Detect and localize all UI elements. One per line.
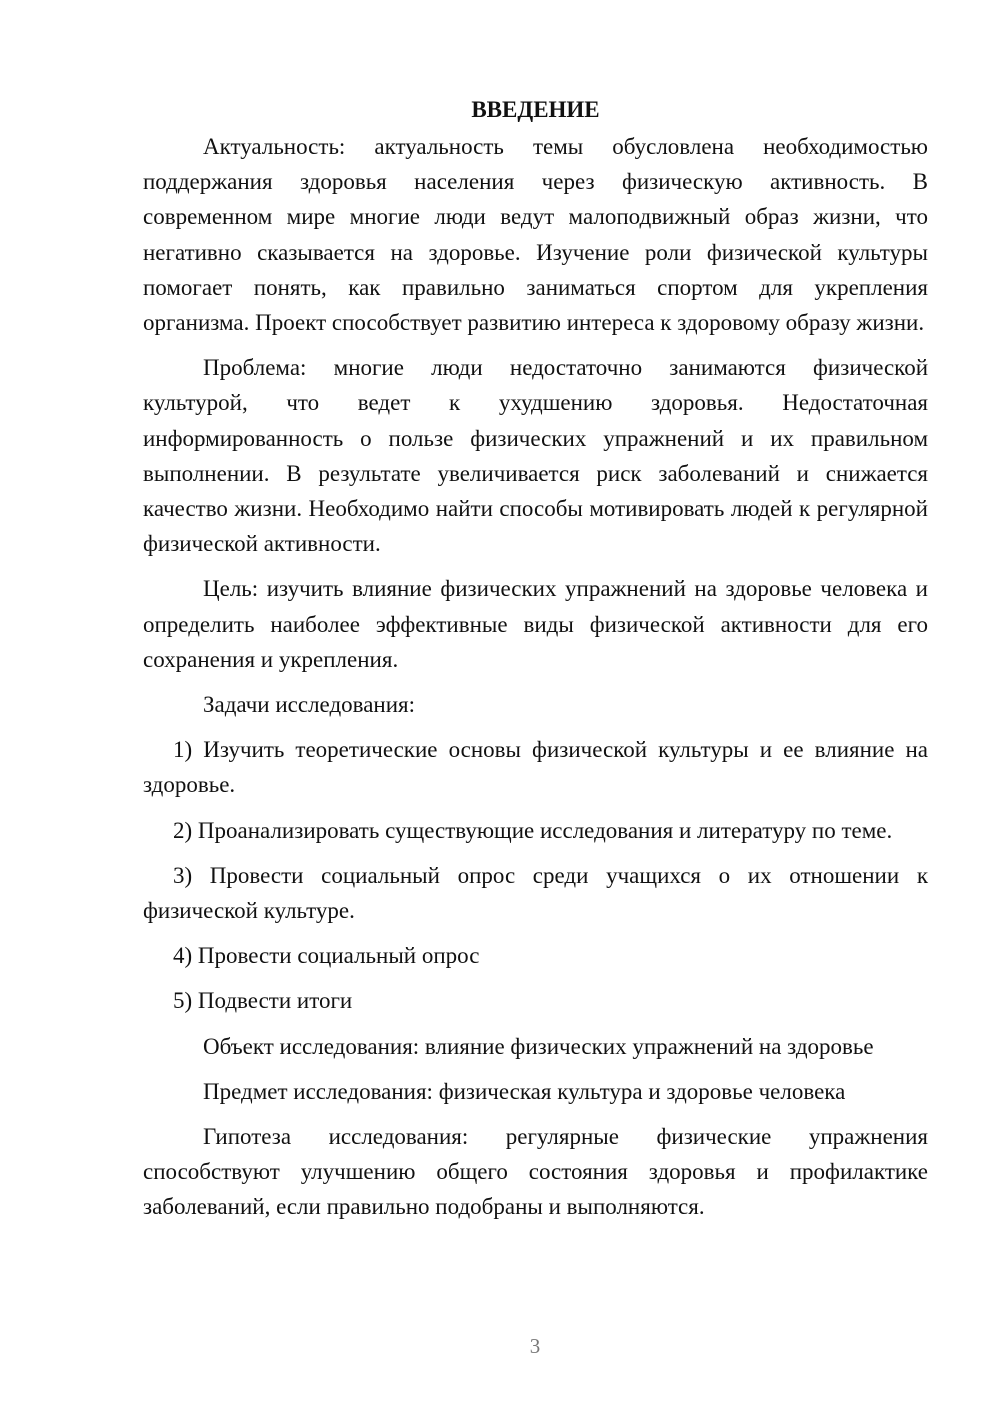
problem-paragraph: Проблема: многие люди недостаточно занимаются физической культурой, что ведет к ухудшению здоровья. Недостаточная информированность о пользе физических упражнений и их правильном выполнении. В результате увеличивается риск заболеваний и снижается качество жизни. Необходимо найти способы мотивировать людей к регулярной физической активности. xyxy=(143,355,928,557)
tasks-heading: Задачи исследования: xyxy=(203,692,416,718)
research-hypothesis: Гипотеза исследования: регулярные физические упражнения способствуют улучшению общего состояния здоровья и профилактике заболеваний, если правильно подобраны и выполняются. xyxy=(143,1124,928,1220)
goal-paragraph: Цель: изучить влияние физических упражнений на здоровье человека и определить наиболее эффективные виды физической активности для его сохранения и укрепления. xyxy=(143,576,928,672)
document-body xyxy=(143,92,928,1225)
page-number: 3 xyxy=(529,1334,541,1358)
task-item: 4) Провести социальный опрос xyxy=(173,943,480,969)
research-object: Объект исследования: влияние физических упражнений на здоровье xyxy=(203,1033,874,1059)
task-item: 3) Провести социальный опрос среди учащихся о их отношении к физической культуре. xyxy=(143,862,928,924)
section-title: ВВЕДЕНИЕ xyxy=(471,97,600,122)
research-subject: Предмет исследования: физическая культура и здоровье человека xyxy=(203,1078,846,1104)
task-item: 5) Подвести итоги xyxy=(173,988,353,1014)
relevance-paragraph: Актуальность: актуальность темы обусловлена необходимостью поддержания здоровья населения через физическую активность. В современном мире многие люди ведут малоподвижный образ жизни, что негативно сказывается на здоровье. Изучение роли физической культуры помогает понять, как правильно заниматься спортом для укрепления организма. Проект способствует развитию интереса к здоровому образу жизни. xyxy=(143,134,928,336)
task-item: 2) Проанализировать существующие исследования и литературу по теме. xyxy=(173,817,893,843)
task-item: 1) Изучить теоретические основы физической культуры и ее влияние на здоровье. xyxy=(143,737,928,798)
